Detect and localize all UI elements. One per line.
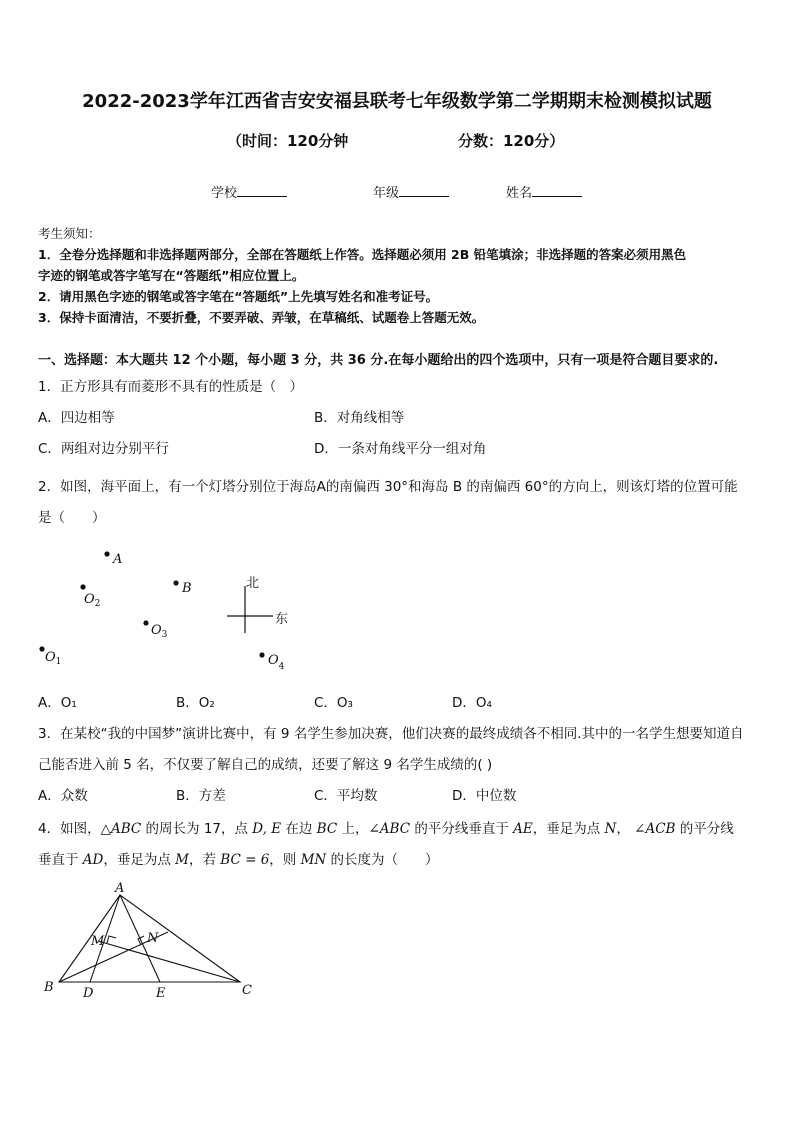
q1-option-b[interactable]: B．对角线相等 bbox=[314, 410, 405, 426]
label-point-d: D bbox=[83, 986, 94, 1001]
school-blank[interactable] bbox=[237, 184, 287, 197]
north-label: 北 bbox=[246, 576, 260, 591]
q3-option-a[interactable]: A．众数 bbox=[38, 788, 88, 804]
label-vertex-c: C bbox=[242, 983, 252, 998]
notice-line-1b: 字迹的钢笔或答字笔写在“答题纸”相应位置上。 bbox=[38, 268, 305, 283]
bisector-c bbox=[98, 941, 240, 982]
point-o2 bbox=[80, 584, 85, 589]
label-o2: $O_2$ bbox=[84, 592, 101, 609]
point-o1 bbox=[39, 646, 44, 651]
name-blank[interactable] bbox=[532, 184, 582, 197]
notice-line-1a: 1．全卷分选择题和非选择题两部分，全部在答题纸上作答。选择题必须用 2B 铅笔填涂；非选择题的答案必须用黑色 bbox=[38, 247, 687, 262]
q4-stem-line1: 4．如图，△ABC 的周长为 17，点 D, E 在边 BC 上，∠ABC 的平分线垂直于 AE，垂足为点 N， ∠ACB 的平分线 bbox=[38, 821, 734, 837]
label-o1: $O_1$ bbox=[45, 650, 62, 667]
q2-stem-line1: 2．如图，海平面上，有一个灯塔分别位于海岛A的南偏西 30°和海岛 B 的南偏西 60°的方向上，则该灯塔的位置可能 bbox=[38, 479, 738, 495]
grade-blank[interactable] bbox=[399, 184, 449, 197]
q1-option-c[interactable]: C．两组对边分别平行 bbox=[38, 441, 169, 457]
label-vertex-a: A bbox=[115, 881, 125, 896]
q2-stem-line2: 是（ ） bbox=[38, 510, 106, 526]
label-b: B bbox=[182, 581, 192, 596]
exam-score: 分数：120分） bbox=[458, 132, 565, 150]
point-o3 bbox=[143, 620, 148, 625]
school-label: 学校 bbox=[211, 186, 238, 201]
label-a: A bbox=[113, 552, 123, 567]
label-o3: $O_3$ bbox=[151, 623, 168, 640]
q2-option-b[interactable]: B．O₂ bbox=[176, 695, 215, 711]
q4-stem-line2: 垂直于 AD，垂足为点 M，若 BC = 6，则 MN 的长度为（ ） bbox=[38, 852, 439, 868]
exam-time: （时间：120分钟 bbox=[227, 132, 349, 150]
label-o4: $O_4$ bbox=[268, 653, 285, 672]
q1-option-a[interactable]: A．四边相等 bbox=[38, 410, 115, 426]
q3-option-b[interactable]: B．方差 bbox=[176, 788, 226, 804]
label-point-e: E bbox=[156, 986, 166, 1001]
east-label: 东 bbox=[275, 612, 289, 627]
q2-option-c[interactable]: C．O₃ bbox=[314, 695, 353, 711]
label-point-n: N bbox=[147, 931, 159, 946]
notice-line-3: 3．保持卡面清洁，不要折叠，不要弄破、弄皱，在草稿纸、试题卷上答题无效。 bbox=[38, 310, 485, 325]
point-o4 bbox=[259, 652, 264, 657]
school-field bbox=[211, 182, 287, 201]
point-b bbox=[173, 580, 178, 585]
q2-figure bbox=[0, 540, 330, 680]
q2-option-d[interactable]: D．O₄ bbox=[452, 695, 492, 711]
label-point-m: M bbox=[91, 934, 105, 949]
notice-line-2: 2．请用黑色字迹的钢笔或答字笔在“答题纸”上先填写姓名和准考证号。 bbox=[38, 289, 439, 304]
q4-triangle-figure bbox=[0, 870, 300, 1010]
grade-label: 年级 bbox=[373, 186, 400, 201]
exam-title: 2022-2023学年江西省吉安安福县联考七年级数学第二学期期末检测模拟试题 bbox=[82, 91, 712, 112]
grade-field bbox=[373, 182, 449, 201]
section-heading: 一、选择题：本大题共 12 个小题，每小题 3 分，共 36 分.在每小题给出的四个选项中，只有一项是符合题目要求的. bbox=[38, 353, 719, 368]
q1-stem: 1．正方形具有而菱形不具有的性质是（ ） bbox=[38, 379, 304, 395]
label-vertex-b: B bbox=[44, 980, 54, 995]
q1-option-d[interactable]: D．一条对角线平分一组对角 bbox=[314, 441, 487, 457]
q2-option-a[interactable]: A．O₁ bbox=[38, 695, 77, 711]
right-angle-m bbox=[107, 936, 116, 943]
notice-heading: 考生须知： bbox=[38, 226, 101, 241]
point-a bbox=[104, 551, 109, 556]
q3-stem-line2: 己能否进入前 5 名，不仅要了解自己的成绩，还要了解这 9 名学生成绩的( ) bbox=[38, 757, 493, 773]
name-field bbox=[506, 182, 582, 201]
name-label: 姓名 bbox=[506, 186, 533, 201]
q3-option-d[interactable]: D．中位数 bbox=[452, 788, 517, 804]
q3-option-c[interactable]: C．平均数 bbox=[314, 788, 378, 804]
q3-stem-line1: 3．在某校“我的中国梦”演讲比赛中，有 9 名学生参加决赛，他们决赛的最终成绩各不相同.其中的一名学生想要知道自 bbox=[38, 726, 744, 742]
